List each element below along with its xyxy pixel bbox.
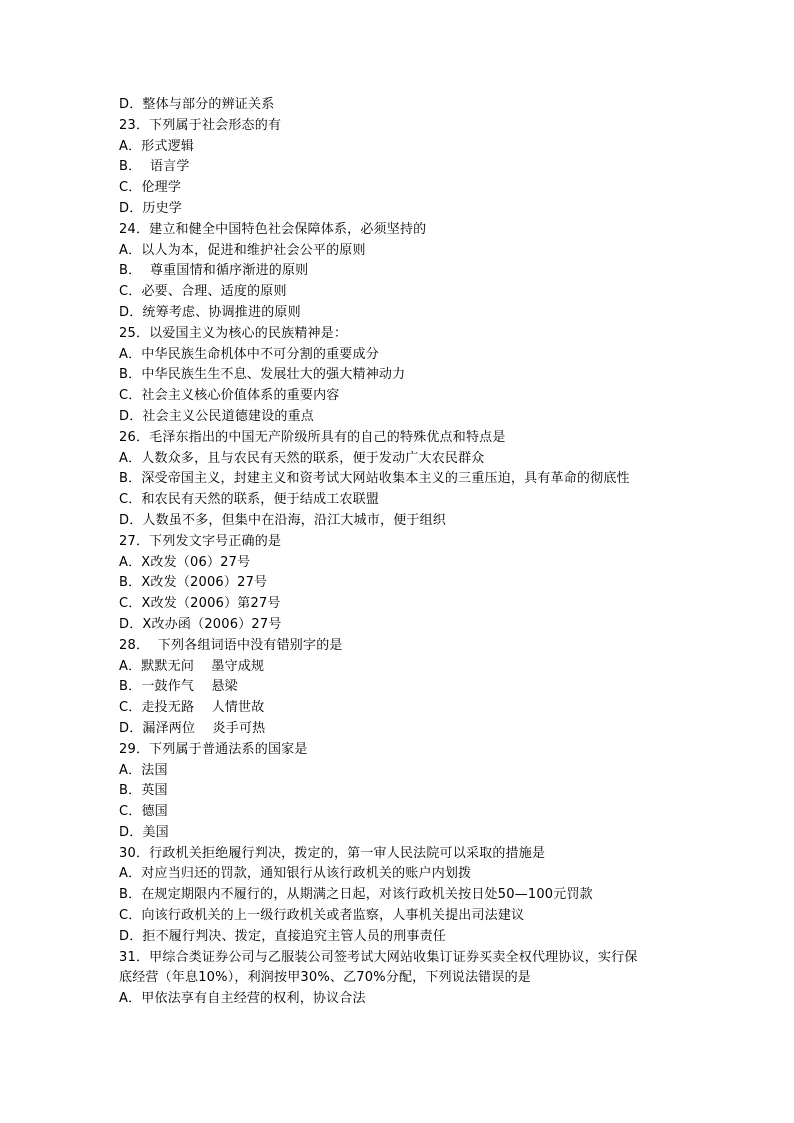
option-line: D．社会主义公民道德建设的重点	[119, 408, 315, 424]
option-line: A．中华民族生命机体中不可分割的重要成分	[119, 346, 379, 362]
option-line: B． 语言学	[119, 159, 190, 175]
option-line: D．历史学	[119, 200, 183, 216]
question-31: 31．甲综合类证券公司与乙服装公司签考试大网站收集订证券买卖全权代理协议，实行保	[119, 949, 638, 965]
option-line: D．人数虽不多，但集中在沿海，沿江大城市，便于组织	[119, 512, 447, 528]
option-line: B．英国	[119, 783, 168, 799]
question-26: 26．毛泽东指出的中国无产阶级所具有的自己的特殊优点和特点是	[119, 429, 506, 445]
option-line: C．走投无路 人情世故	[119, 700, 265, 716]
option-line: B．深受帝国主义，封建主义和资考试大网站收集本主义的三重压迫，具有革命的彻底性	[119, 471, 630, 487]
option-line: D．X改办函（2006）27号	[119, 616, 282, 632]
question-27: 27．下列发文字号正确的是	[119, 533, 282, 549]
question-24: 24．建立和健全中国特色社会保障体系，必须坚持的	[119, 221, 427, 237]
option-line: B．中华民族生生不息、发展壮大的强大精神动力	[119, 367, 406, 383]
option-line: D．漏泽两位 炎手可热	[119, 720, 266, 736]
option-line: C．和农民有天然的联系，便于结成工农联盟	[119, 492, 380, 508]
option-line: B．在规定期限内不履行的，从期满之日起，对该行政机关按日处50—100元罚款	[119, 887, 593, 903]
question-30: 30．行政机关拒绝履行判决，拨定的，第一审人民法院可以采取的措施是	[119, 845, 546, 861]
option-line: A．甲依法享有自主经营的权利，协议合法	[119, 991, 366, 1007]
option-line: C．社会主义核心价值体系的重要内容	[119, 388, 340, 404]
option-line: C．伦理学	[119, 180, 182, 196]
option-line: A．形式逻辑	[119, 138, 195, 154]
option-line: A．X改发（06）27号	[119, 554, 251, 570]
option-line: C．X改发（2006）第27号	[119, 596, 281, 612]
document-page	[119, 95, 679, 1010]
option-line: C．向该行政机关的上一级行政机关或者监察，人事机关提出司法建议	[119, 908, 525, 924]
question-23: 23．下列属于社会形态的有	[119, 117, 282, 133]
text-line: D．整体与部分的辨证关系	[119, 97, 275, 112]
question-25: 25．以爱国主义为核心的民族精神是：	[119, 325, 348, 341]
option-line: D．美国	[119, 824, 169, 840]
option-line: A．默默无问 墨守成规	[119, 658, 265, 674]
option-line: A．法国	[119, 762, 168, 778]
option-line: D．统筹考虑、协调推进的原则	[119, 304, 301, 320]
option-line: B．一鼓作气 悬梁	[119, 679, 238, 695]
question-31-continued: 底经营（年息10%），利润按甲30%、乙70%分配，下列说法错误的是	[119, 970, 531, 986]
option-line: A．以人为本，促进和维护社会公平的原则	[119, 242, 366, 258]
option-line: B．X改发（2006）27号	[119, 575, 268, 591]
option-line: D．拒不履行判决、拨定，直接追究主管人员的刑事责任	[119, 928, 447, 944]
option-line: A．人数众多，且与农民有天然的联系，便于发动广大农民群众	[119, 450, 485, 466]
option-line: A．对应当归还的罚款，通知银行从该行政机关的账户内划拨	[119, 866, 472, 882]
option-line: B． 尊重国情和循序渐进的原则	[119, 263, 309, 279]
option-line: C．德国	[119, 804, 168, 820]
question-28: 28． 下列各组词语中没有错别字的是	[119, 637, 343, 653]
question-29: 29．下列属于普通法系的国家是	[119, 741, 308, 757]
option-line: C．必要、合理、适度的原则	[119, 284, 287, 300]
